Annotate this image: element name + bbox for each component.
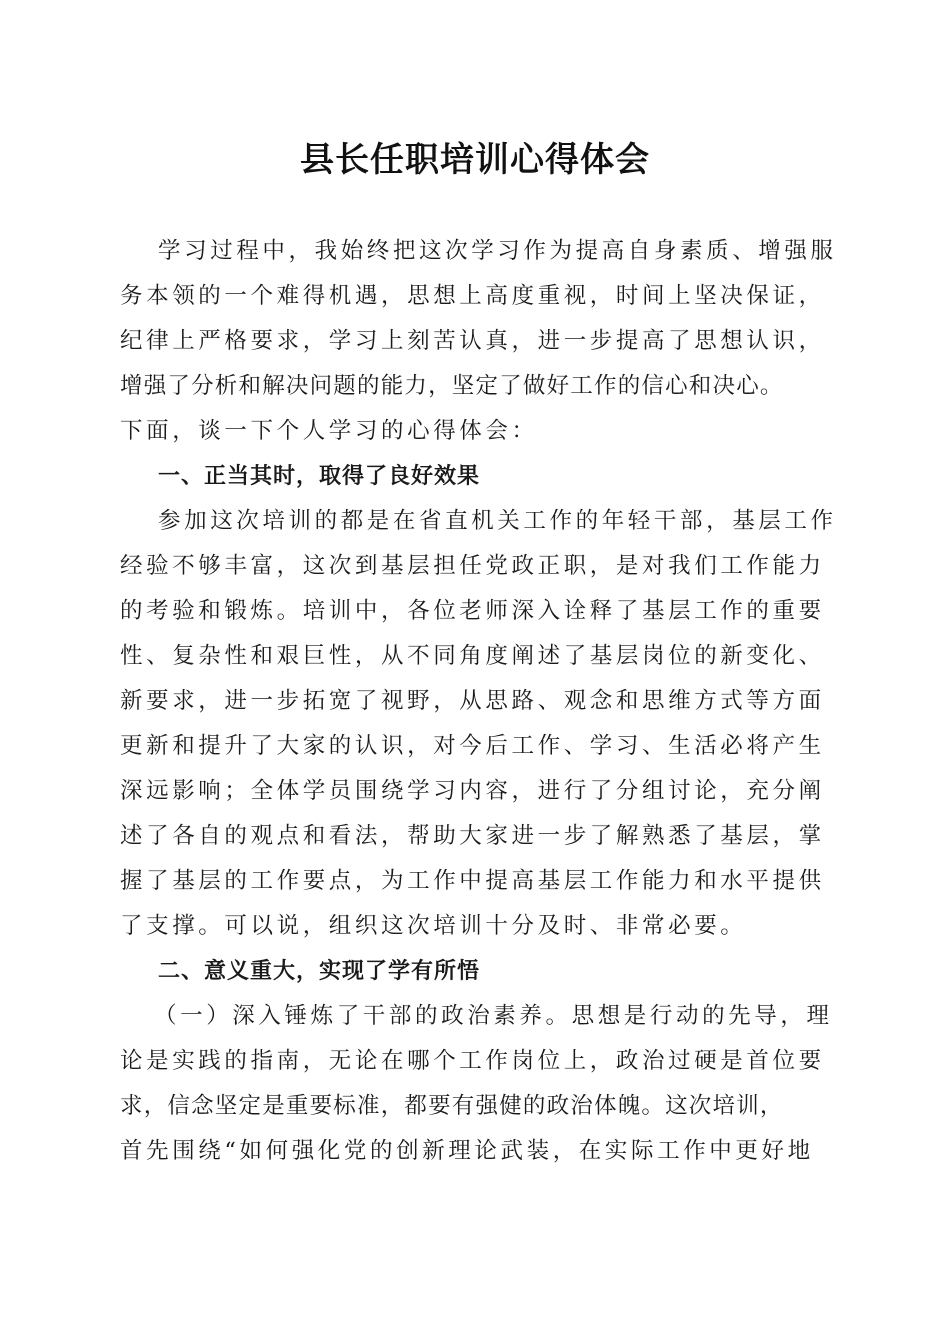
- paragraph-line: 新要求，进一步拓宽了视野，从思路、观念和思维方式等方面: [120, 688, 825, 714]
- paragraph-line: 求，信念坚定是重要标准，都要有强健的政治体魄。这次培训，: [120, 1093, 784, 1119]
- document-body: [120, 229, 837, 1174]
- section-heading-1: 一、正当其时，取得了良好效果: [158, 464, 481, 489]
- paragraph-line: 述了各自的观点和看法，帮助大家进一步了解熟悉了基层，掌: [120, 823, 825, 849]
- paragraph-line: 性、复杂性和艰巨性，从不同角度阐述了基层岗位的新变化、: [120, 643, 825, 669]
- paragraph-line: 的考验和锻炼。培训中，各位老师深入诠释了基层工作的重要: [120, 598, 825, 624]
- paragraph-line: 务本领的一个难得机遇，思想上高度重视，时间上坚决保证，: [120, 283, 825, 309]
- paragraph-line: 学习过程中，我始终把这次学习作为提高自身素质、增强服: [158, 238, 837, 264]
- section-heading-2: 二、意义重大，实现了学有所悟: [158, 959, 481, 984]
- paragraph-line: 下面，谈一下个人学习的心得体会：: [120, 418, 538, 444]
- paragraph-line: 参加这次培训的都是在省直机关工作的年轻干部，基层工作: [158, 508, 837, 534]
- paragraph-line: 深远影响；全体学员围绕学习内容，进行了分组讨论，充分阐: [120, 778, 825, 804]
- paragraph-line: 增强了分析和解决问题的能力，坚定了做好工作的信心和决心。: [120, 373, 784, 399]
- paragraph-line: 首先围绕“如何强化党的创新理论武装，在实际工作中更好地: [120, 1138, 814, 1164]
- paragraph-line: 了支撑。可以说，组织这次培训十分及时、非常必要。: [120, 913, 747, 939]
- paragraph-line: 纪律上严格要求，学习上刻苦认真，进一步提高了思想认识，: [120, 328, 825, 354]
- paragraph-line: 握了基层的工作要点，为工作中提高基层工作能力和水平提供: [120, 868, 825, 894]
- paragraph-line: （一）深入锤炼了干部的政治素养。思想是行动的先导，理: [154, 1003, 833, 1029]
- paragraph-line: 更新和提升了大家的认识，对今后工作、学习、生活必将产生: [120, 733, 825, 759]
- paragraph-line: 经验不够丰富，这次到基层担任党政正职，是对我们工作能力: [120, 553, 825, 579]
- document-title: 县长任职培训心得体会: [300, 140, 650, 180]
- paragraph-line: 论是实践的指南，无论在哪个工作岗位上，政治过硬是首位要: [120, 1048, 825, 1074]
